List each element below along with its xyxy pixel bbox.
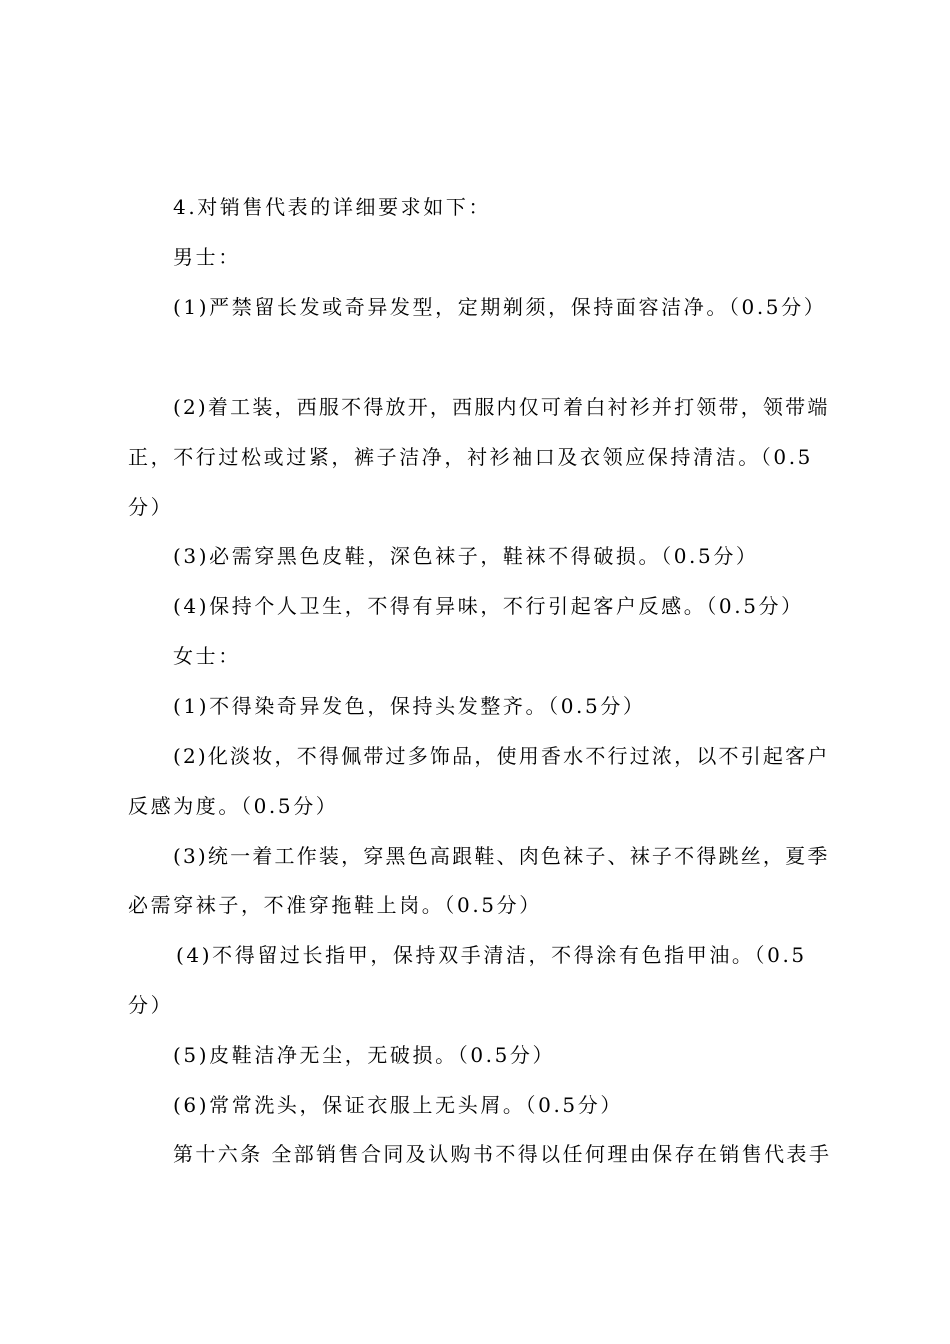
men-item-2-line-2: 正，不行过松或过紧，裤子洁净，衬衫袖口及衣领应保持清洁。（0.5 <box>128 445 814 469</box>
men-item-3: (3)必需穿黑色皮鞋，深色袜子，鞋袜不得破损。（0.5分） <box>173 544 759 568</box>
women-item-4-line-1: (4)不得留过长指甲，保持双手清洁，不得涂有色指甲油。（0.5 <box>176 943 807 967</box>
men-item-2-line-3: 分） <box>128 495 174 519</box>
men-item-1: (1)严禁留长发或奇异发型，定期剃须，保持面容洁净。（0.5分） <box>173 295 827 319</box>
women-item-4-line-2: 分） <box>128 993 174 1017</box>
women-item-2-line-2: 反感为度。（0.5分） <box>128 794 339 818</box>
women-item-3-line-2: 必需穿袜子，不准穿拖鞋上岗。（0.5分） <box>128 893 542 917</box>
women-item-3-line-1: (3)统一着工作装，穿黑色高跟鞋、肉色袜子、袜子不得跳丝，夏季 <box>173 844 830 868</box>
section-heading: 4.对销售代表的详细要求如下： <box>173 195 492 219</box>
women-item-6: (6)常常洗头，保证衣服上无头屑。（0.5分） <box>173 1093 623 1117</box>
women-item-2-line-1: (2)化淡妆，不得佩带过多饰品，使用香水不行过浓，以不引起客户 <box>173 744 830 768</box>
men-item-4: (4)保持个人卫生，不得有异味，不行引起客户反感。（0.5分） <box>173 594 804 618</box>
women-item-1: (1)不得染奇异发色，保持头发整齐。（0.5分） <box>173 694 646 718</box>
men-item-2-line-1: (2)着工装，西服不得放开，西服内仅可着白衬衫并打领带，领带端 <box>173 395 830 419</box>
women-item-5: (5)皮鞋洁净无尘，无破损。（0.5分） <box>173 1043 556 1067</box>
subheading-men: 男士： <box>173 245 241 269</box>
subheading-women: 女士： <box>173 644 241 668</box>
article-16: 第十六条 全部销售合同及认购书不得以任何理由保存在销售代表手 <box>173 1142 832 1166</box>
